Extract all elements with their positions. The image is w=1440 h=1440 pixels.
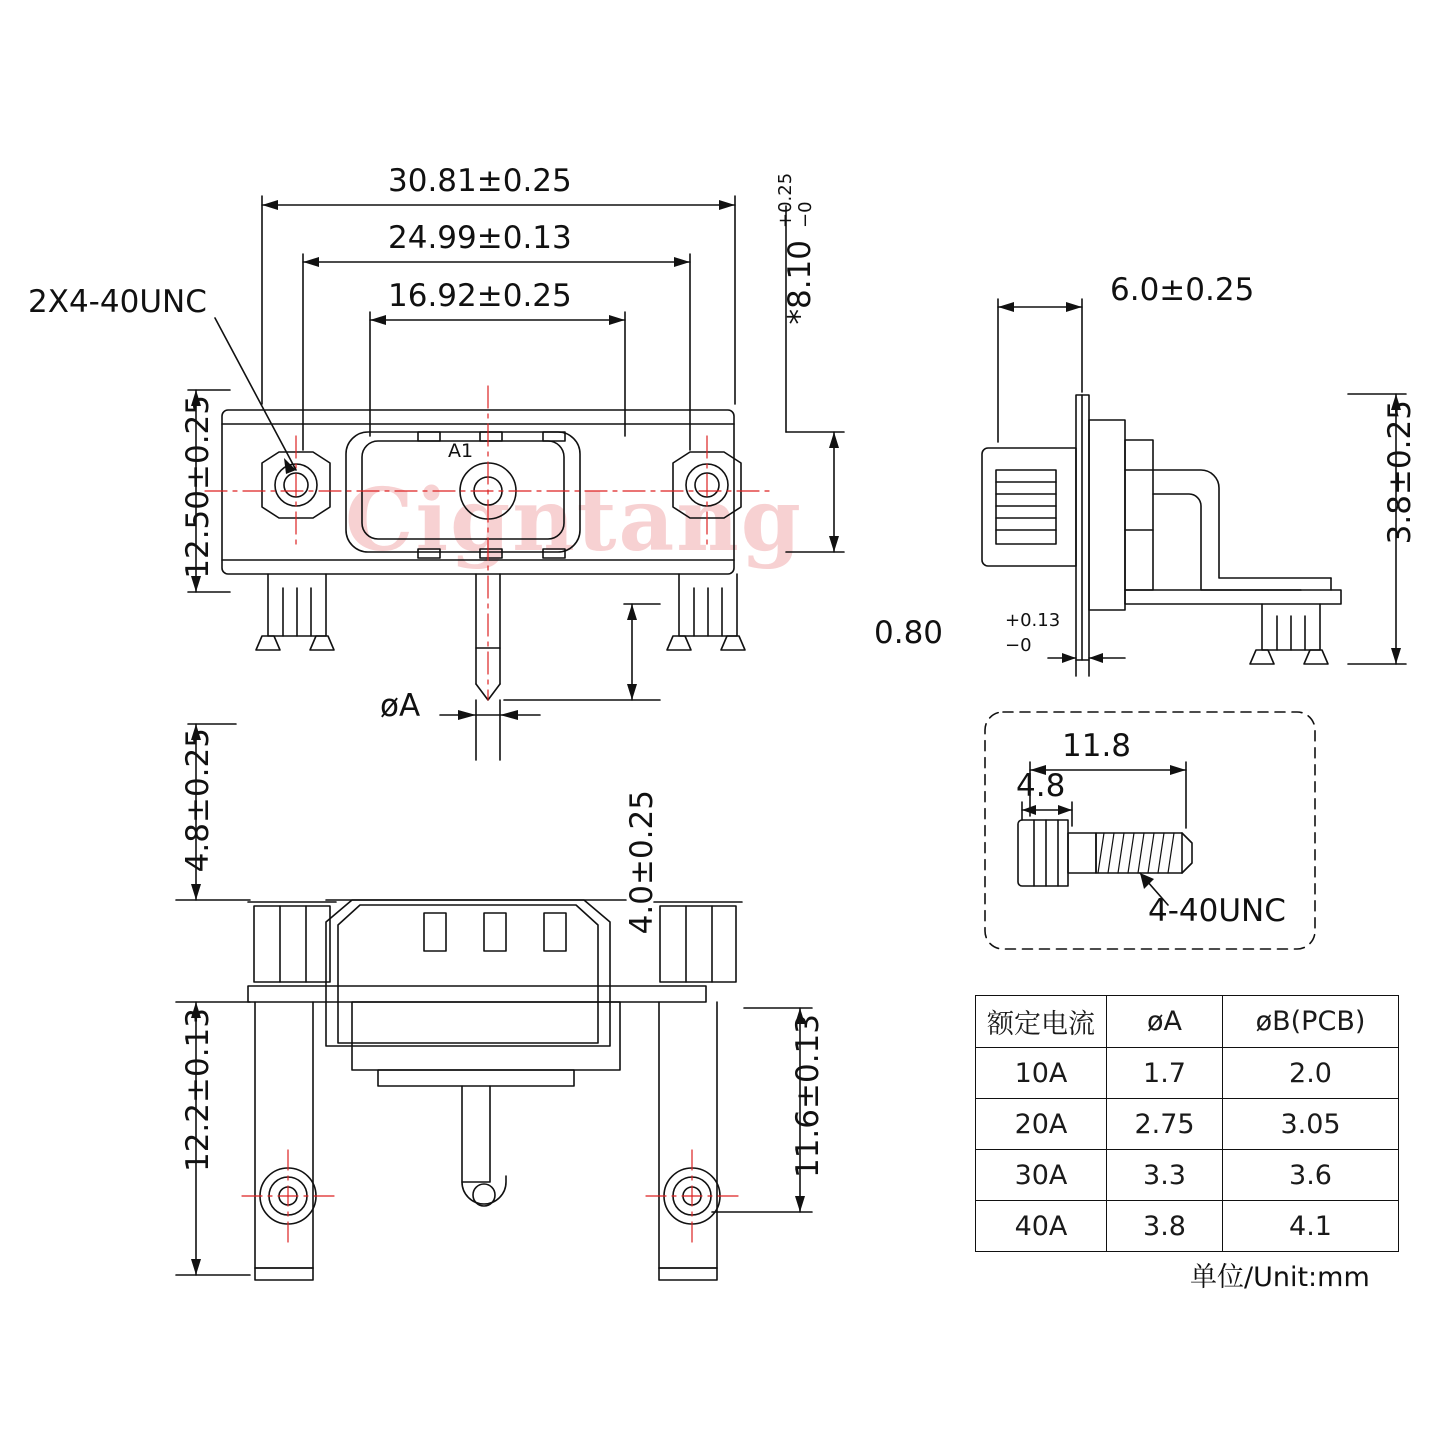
cell-phi-a: 3.3 <box>1107 1150 1223 1201</box>
dim-flange-thickness: 0.80 <box>874 615 944 651</box>
pin-diameter-label: øA <box>380 688 421 724</box>
dim-flange-tol-up: +0.13 <box>1005 610 1061 631</box>
detail-total-length: 11.8 <box>1062 728 1132 764</box>
cell-current: 10A <box>976 1048 1107 1099</box>
dim-flange-tol-dn: −0 <box>1005 635 1032 656</box>
table-header-row <box>976 996 1399 1048</box>
detail-thread-note: 4-40UNC <box>1148 893 1286 929</box>
header-current: 额定电流 <box>976 996 1107 1048</box>
thread-note-front: 2X4-40UNC <box>28 284 207 320</box>
table-row <box>976 1150 1399 1201</box>
contact-label-a1: A1 <box>448 440 474 462</box>
table-row <box>976 1201 1399 1252</box>
dim-mid-width: 24.99±0.13 <box>388 220 572 256</box>
dim-pin-length: 4.0±0.25 <box>624 790 660 935</box>
watermark-text: Cigntang <box>345 470 803 571</box>
dim-star-tol-up: +0.25 <box>775 172 796 228</box>
dim-bottom-right: 11.6±0.13 <box>790 1014 826 1179</box>
dim-star-height: *8.10 <box>782 240 818 325</box>
dim-overall-width: 30.81±0.25 <box>388 163 572 199</box>
dim-side-depth: 6.0±0.25 <box>1110 272 1255 308</box>
dim-inner-width: 16.92±0.25 <box>388 278 572 314</box>
cell-current: 20A <box>976 1099 1107 1150</box>
header-phi-a: øA <box>1107 996 1223 1048</box>
dim-star-tol-dn: −0 <box>795 201 816 228</box>
cell-phi-b: 3.05 <box>1223 1099 1399 1150</box>
cell-phi-a: 3.8 <box>1107 1201 1223 1252</box>
cell-current: 30A <box>976 1150 1107 1201</box>
cell-phi-a: 1.7 <box>1107 1048 1223 1099</box>
dim-side-height: 3.8±0.25 <box>1382 400 1418 545</box>
cell-phi-a: 2.75 <box>1107 1099 1223 1150</box>
cell-phi-b: 3.6 <box>1223 1150 1399 1201</box>
dim-front-height: 12.50±0.25 <box>180 395 216 579</box>
table-row <box>976 1099 1399 1150</box>
header-phi-b: øB(PCB) <box>1223 996 1399 1048</box>
cell-phi-b: 2.0 <box>1223 1048 1399 1099</box>
table-row <box>976 1048 1399 1099</box>
detail-head-length: 4.8 <box>1016 768 1066 804</box>
spec-table <box>975 995 1399 1252</box>
dim-bottom-width: 12.2±0.13 <box>180 1008 216 1173</box>
unit-note: 单位/Unit:mm <box>1190 1262 1370 1293</box>
dim-bottom-height: 4.8±0.25 <box>180 728 216 873</box>
cell-phi-b: 4.1 <box>1223 1201 1399 1252</box>
cell-current: 40A <box>976 1201 1107 1252</box>
